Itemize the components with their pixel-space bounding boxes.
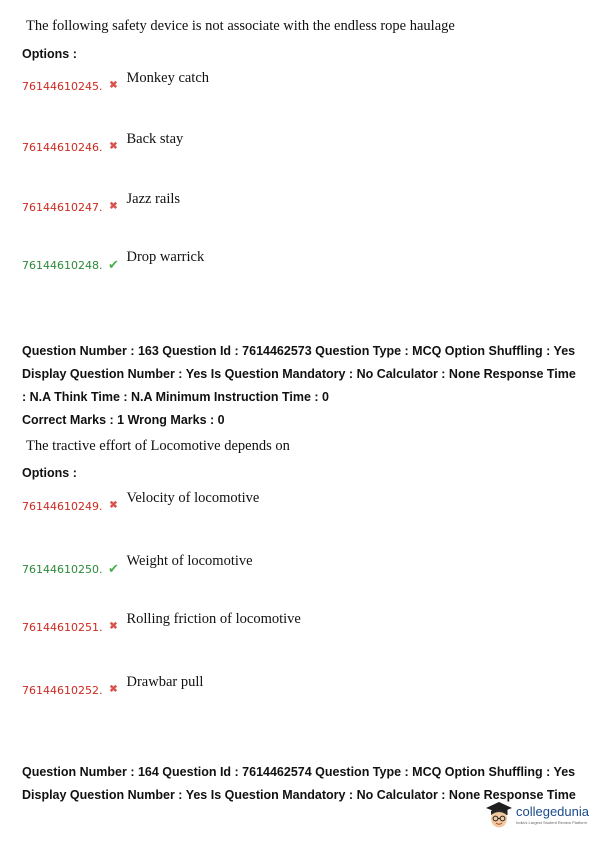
option-text: Rolling friction of locomotive [126,611,301,627]
logo-wordmark: collegedunia [515,804,589,819]
option-text: Weight of locomotive [126,553,253,569]
option-row [22,191,181,214]
option-id: 76144610245. [22,80,103,93]
option-id: 76144610252. [22,684,103,697]
question-text: The tractive effort of Locomotive depends on [26,438,290,454]
option-row [22,553,253,576]
option-row [22,131,184,154]
check-icon: ✔ [108,561,119,576]
collegedunia-logo [485,800,589,830]
option-row [22,249,205,272]
cross-icon: ✖ [109,80,118,91]
meta-line: Question Number : 163 Question Id : 7614462573 Question Type : MCQ Option Shuffling : Yes [22,344,576,358]
option-row [22,490,260,513]
option-text: Drop warrick [126,249,205,265]
student-avatar-icon [485,800,513,830]
meta-line: : N.A Think Time : N.A Minimum Instruction Time : 0 [22,390,329,404]
option-id: 76144610247. [22,201,103,214]
options-label: Options : [22,47,77,61]
logo-tagline: India's Largest Student Review Platform [515,820,588,825]
option-id: 76144610246. [22,141,103,154]
marks-line: Correct Marks : 1 Wrong Marks : 0 [22,413,225,427]
cross-icon: ✖ [109,141,118,152]
option-row [22,674,204,697]
meta-line: Display Question Number : Yes Is Question Mandatory : No Calculator : None Response Time [22,788,576,802]
question-text: The following safety device is not associate with the endless rope haulage [26,18,455,34]
option-row [22,611,301,634]
option-text: Jazz rails [126,191,181,207]
cross-icon: ✖ [109,621,118,632]
option-text: Drawbar pull [126,674,204,690]
option-row [22,70,210,93]
cross-icon: ✖ [109,201,118,212]
option-id: 76144610248. [22,259,103,272]
meta-line: Question Number : 164 Question Id : 7614462574 Question Type : MCQ Option Shuffling : Yes [22,765,576,779]
meta-line: Display Question Number : Yes Is Question Mandatory : No Calculator : None Response Time [22,367,576,381]
option-text: Velocity of locomotive [126,490,260,506]
option-text: Back stay [126,131,184,147]
option-text: Monkey catch [126,70,210,86]
option-id: 76144610250. [22,563,103,576]
question-meta [22,340,578,432]
cross-icon: ✖ [109,500,118,511]
cross-icon: ✖ [109,684,118,695]
option-id: 76144610251. [22,621,103,634]
check-icon: ✔ [108,257,119,272]
option-id: 76144610249. [22,500,103,513]
options-label: Options : [22,466,77,480]
